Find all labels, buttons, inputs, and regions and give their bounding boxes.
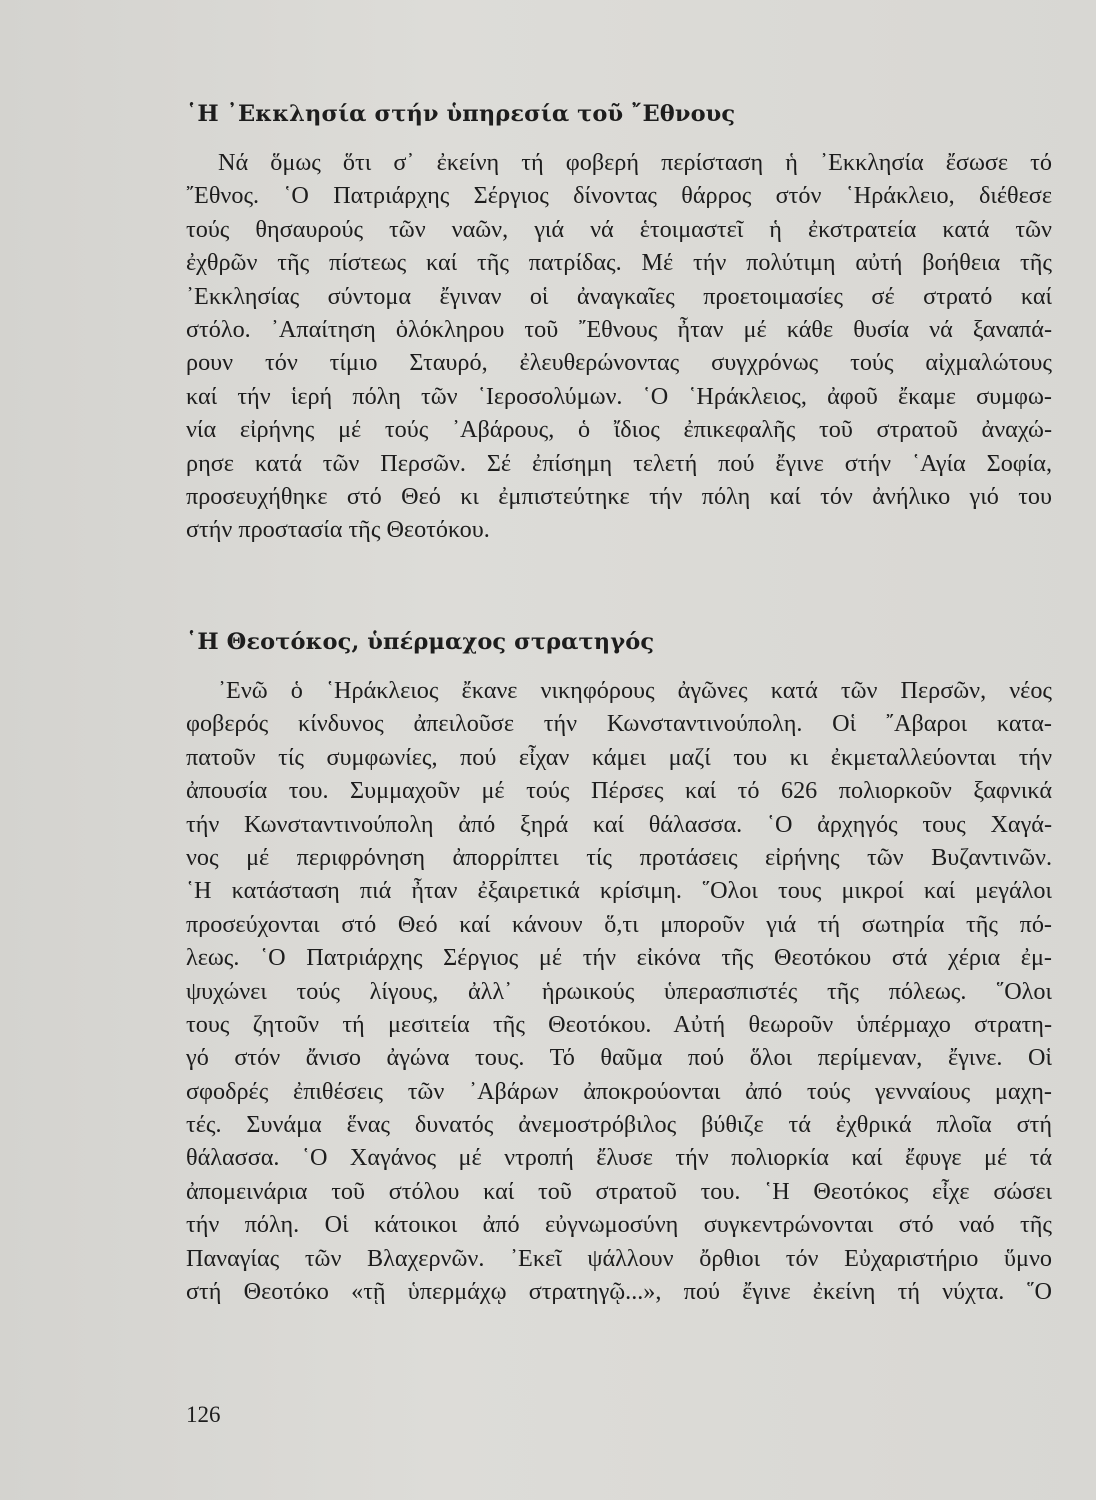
paragraph-line: τούς θησαυρούς τῶν ναῶν, γιά νά ἑτοιμαστεῖ ἡ ἐκστρατεία κατά τῶν (186, 215, 1052, 243)
paragraph-line: φοβερός κίνδυνος ἀπειλοῦσε τήν Κωνσταντινούπολη. Οἱ ῎Αβαροι κατα- (186, 710, 1052, 738)
paragraph-line: λεως. ῾Ο Πατριάρχης Σέργιος μέ τήν εἰκόνα τῆς Θεοτόκου στά χέρια ἐμ- (186, 944, 1052, 972)
section-heading: ῾Η Θεοτόκος, ὑπέρμαχος στρατηγός (186, 629, 655, 655)
paragraph-line: ἐχθρῶν τῆς πίστεως καί τῆς πατρίδας. Μέ τήν πολύτιμη αὐτή βοήθεια τῆς (186, 249, 1052, 277)
section-church-service (186, 98, 1052, 547)
paragraph-line: τήν Κωνσταντινούπολη ἀπό ξηρά καί θάλασσα. ῾Ο ἀρχηγός τους Χαγά- (186, 810, 1052, 838)
paragraph-line: ψυχώνει τούς λίγους, ἀλλ᾿ ἡρωικούς ὑπερασπιστές τῆς πόλεως. ῞Ολοι (186, 977, 1052, 1005)
heading-spacer (186, 130, 1052, 146)
paragraph-line: Νά ὅμως ὅτι σ᾿ ἐκείνη τή φοβερή περίσταση ἡ ᾿Εκκλησία ἔσωσε τό (218, 149, 1052, 176)
section-theotokos (186, 626, 1052, 1308)
paragraph-line: στήν προστασία τῆς Θεοτόκου. (186, 516, 490, 544)
paragraph-line: ᾿Εκκλησίας σύντομα ἔγιναν οἱ ἀναγκαῖες προετοιμασίες σέ στρατό καί (186, 282, 1052, 310)
section-paragraph (186, 674, 1052, 1308)
paragraph-line: προσευχήθηκε στό Θεό κι ἐμπιστεύτηκε τήν πόλη καί τόν ἀνήλικο γιό του (186, 482, 1052, 510)
paragraph-line: γό στόν ἄνισο ἀγώνα τους. Τό θαῦμα πού ὅλοι περίμεναν, ἔγινε. Οἱ (186, 1044, 1052, 1072)
section-paragraph (186, 146, 1052, 547)
paragraph-line: ἀπομεινάρια τοῦ στόλου καί τοῦ στρατοῦ του. ῾Η Θεοτόκος εἶχε σώσει (186, 1177, 1052, 1205)
paragraph-line: νία εἰρήνης μέ τούς ᾿Αβάρους, ὁ ἴδιος ἐπικεφαλῆς τοῦ στρατοῦ ἀναχώ- (186, 416, 1052, 444)
paragraph-line: στόλο. ᾿Απαίτηση ὁλόκληρου τοῦ ῎Εθνους ἦταν μέ κάθε θυσία νά ξαναπά- (186, 315, 1052, 343)
heading-spacer (186, 658, 1052, 674)
paragraph-line: καί τήν ἱερή πόλη τῶν ῾Ιεροσολύμων. ῾Ο ῾Ηράκλειος, ἀφοῦ ἔκαμε συμφω- (186, 382, 1052, 410)
paragraph-line: νος μέ περιφρόνηση ἀπορρίπτει τίς προτάσεις εἰρήνης τῶν Βυζαντινῶν. (186, 843, 1052, 871)
paragraph-line: ἀπουσία του. Συμμαχοῦν μέ τούς Πέρσες καί τό 626 πολιορκοῦν ξαφνικά (186, 777, 1052, 805)
paragraph-line: ρουν τόν τίμιο Σταυρό, ἐλευθερώνοντας συγχρόνως τούς αἰχμαλώτους (186, 349, 1052, 377)
page-number: 126 (186, 1402, 221, 1427)
paragraph-line: προσεύχονται στό Θεό καί κάνουν ὅ,τι μποροῦν γιά τή σωτηρία τῆς πό- (186, 910, 1052, 938)
paragraph-line: Παναγίας τῶν Βλαχερνῶν. ᾿Εκεῖ ψάλλουν ὄρθιοι τόν Εὐχαριστήριο ὕμνο (186, 1244, 1052, 1272)
paragraph-line: τήν πόλη. Οἱ κάτοικοι ἀπό εὐγνωμοσύνη συγκεντρώνονται στό ναό τῆς (186, 1211, 1052, 1239)
paragraph-line: τους ζητοῦν τή μεσιτεία τῆς Θεοτόκου. Αὐτή θεωροῦν ὑπέρμαχο στρατη- (186, 1010, 1052, 1038)
paragraph-line: ρησε κατά τῶν Περσῶν. Σέ ἐπίσημη τελετή πού ἔγινε στήν ῾Αγία Σοφία, (186, 449, 1052, 477)
paragraph-line: ῾Η κατάσταση πιά ἦταν ἐξαιρετικά κρίσιμη. ῞Ολοι τους μικροί καί μεγάλοι (186, 877, 1052, 905)
paragraph-line: θάλασσα. ῾Ο Χαγάνος μέ ντροπή ἔλυσε τήν πολιορκία καί ἔφυγε μέ τά (186, 1144, 1052, 1172)
paragraph-line: στή Θεοτόκο «τῇ ὑπερμάχῳ στρατηγῷ...», πού ἔγινε ἐκείνη τή νύχτα. ῞Ο (186, 1278, 1052, 1306)
paragraph-line: πατοῦν τίς συμφωνίες, πού εἶχαν κάμει μαζί του κι ἐκμεταλλεύονται τήν (186, 743, 1052, 771)
paragraph-line: ᾿Ενῶ ὁ ῾Ηράκλειος ἔκανε νικηφόρους ἀγῶνες κατά τῶν Περσῶν, νέος (218, 677, 1052, 704)
paragraph-line: σφοδρές ἐπιθέσεις τῶν ᾿Αβάρων ἀποκρούονται ἀπό τούς γενναίους μαχη- (186, 1077, 1052, 1105)
paragraph-line: τές. Συνάμα ἕνας δυνατός ἀνεμοστρόβιλος βύθιζε τά ἐχθρικά πλοῖα στή (186, 1111, 1052, 1139)
paragraph-line: ῎Εθνος. ῾Ο Πατριάρχης Σέργιος δίνοντας θάρρος στόν ῾Ηράκλειο, διέθεσε (186, 182, 1052, 210)
section-heading: ῾Η ᾿Εκκλησία στήν ὑπηρεσία τοῦ ῎Εθνους (186, 101, 736, 127)
